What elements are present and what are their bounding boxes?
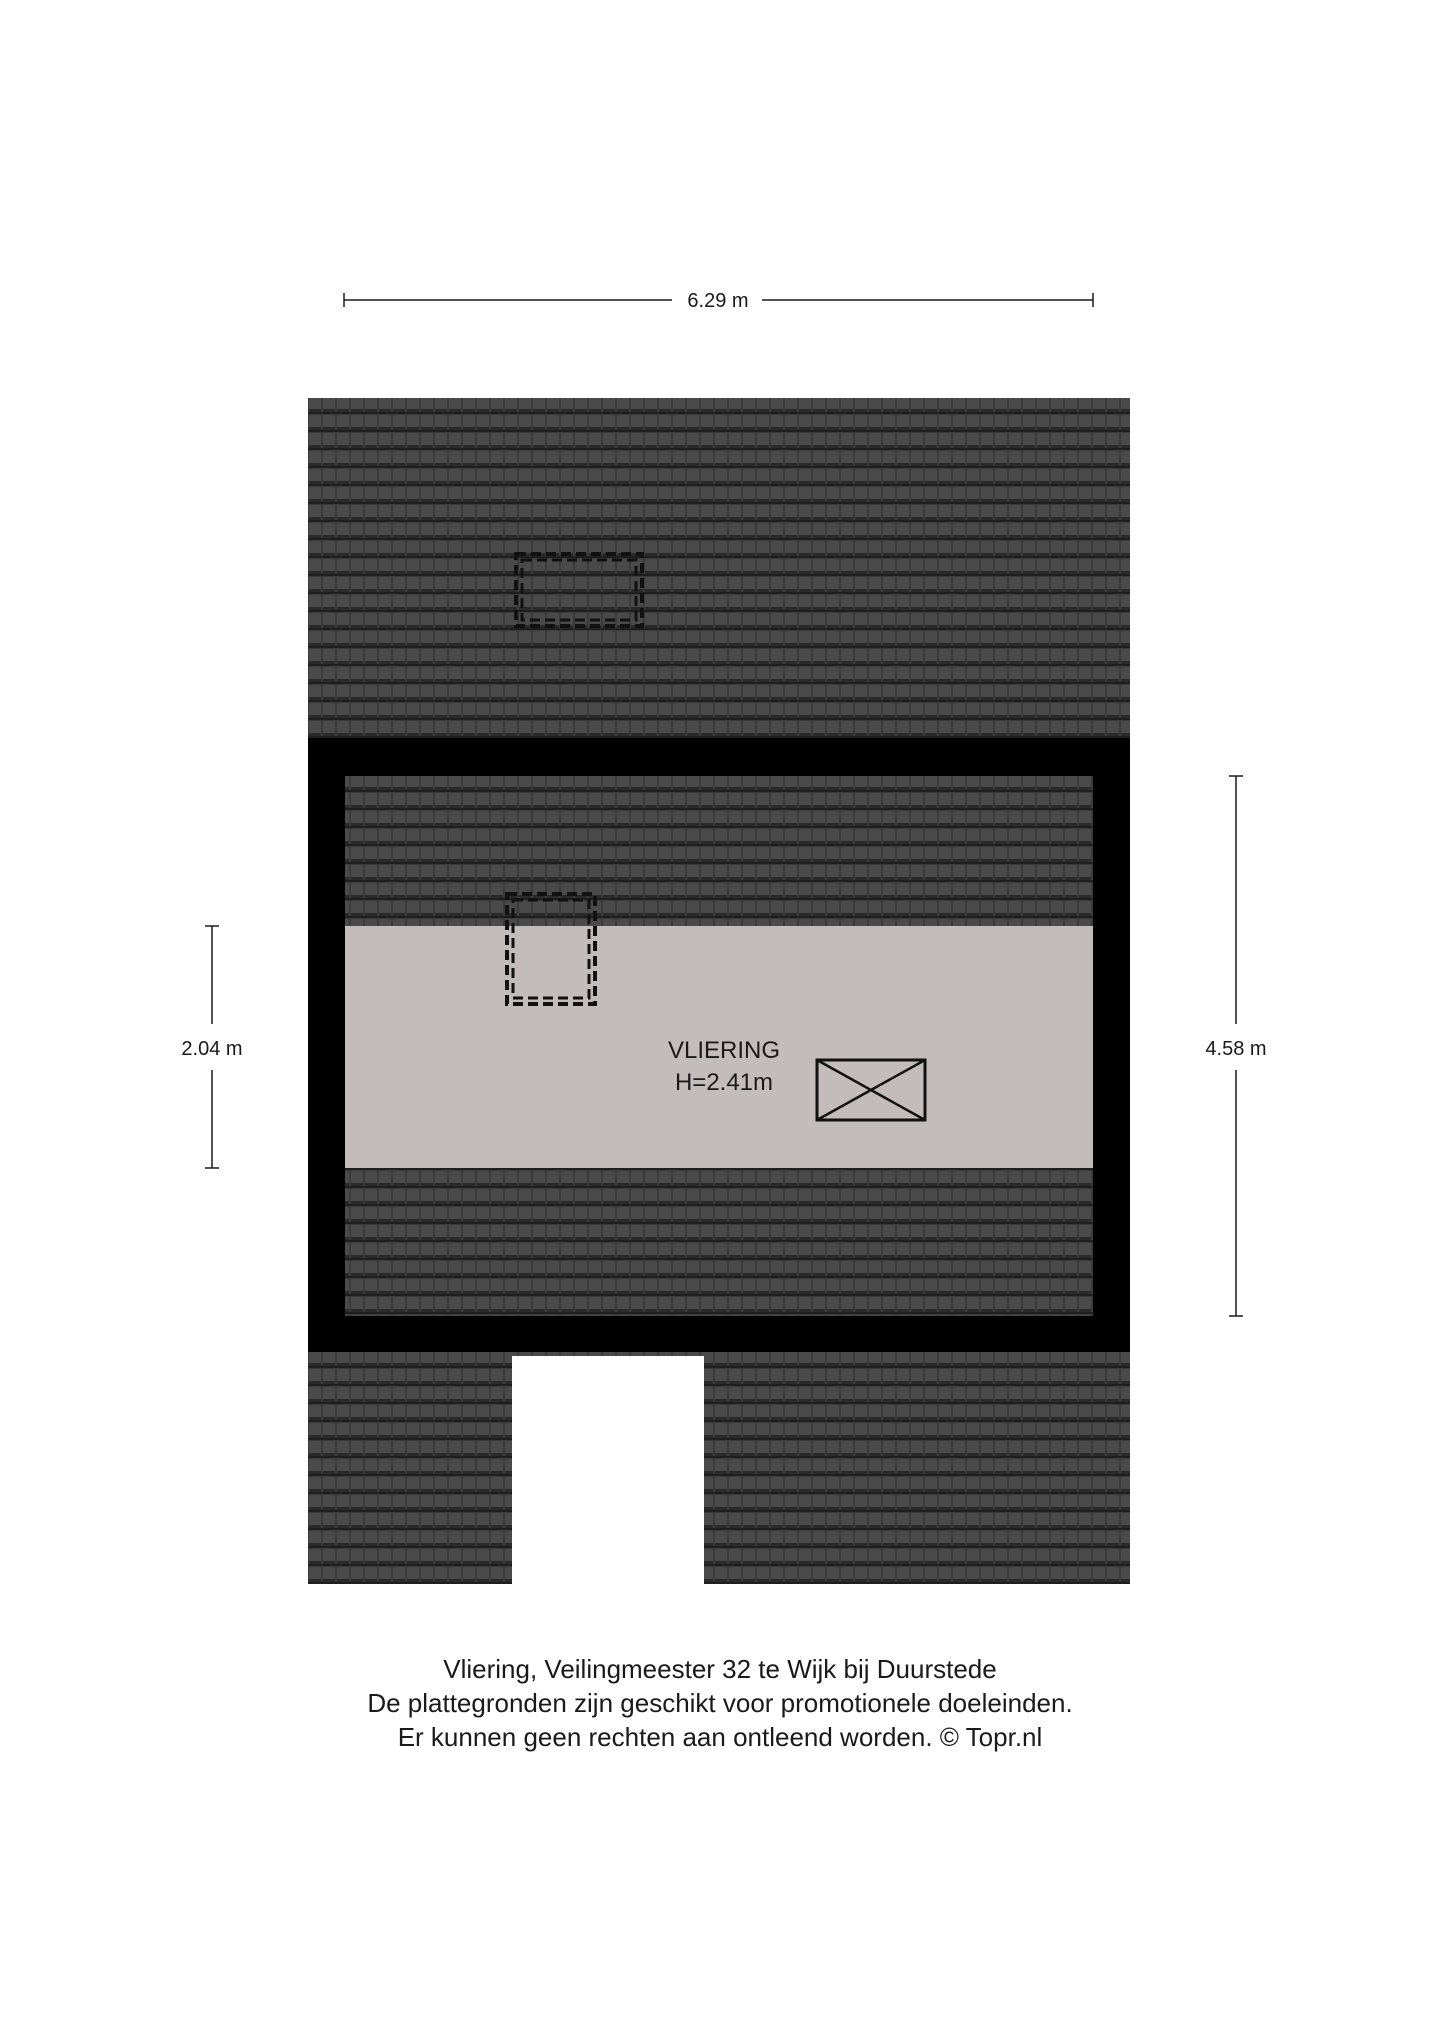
roof-bottom-section: [308, 1352, 1130, 1584]
caption: [0, 1652, 1440, 1754]
roof-opening: [512, 1356, 704, 1584]
room-height: H=2.41m: [674, 1069, 774, 1096]
dimension-left-label: 2.04 m: [181, 1038, 243, 1060]
dimension-right-label: 4.58 m: [1205, 1038, 1267, 1060]
roof-top-section: [308, 398, 1130, 738]
caption-line-address: Vliering, Veilingmeester 32 te Wijk bij Duurstede: [443, 1654, 997, 1684]
caption-line-copyright: Er kunnen geen rechten aan ontleend worden. © Topr.nl: [397, 1722, 1043, 1752]
caption-line-disclaimer: De plattegronden zijn geschikt voor promotionele doeleinden.: [367, 1688, 1073, 1718]
dimension-top-label: 6.29 m: [687, 290, 749, 312]
room-name: VLIERING: [667, 1037, 781, 1064]
